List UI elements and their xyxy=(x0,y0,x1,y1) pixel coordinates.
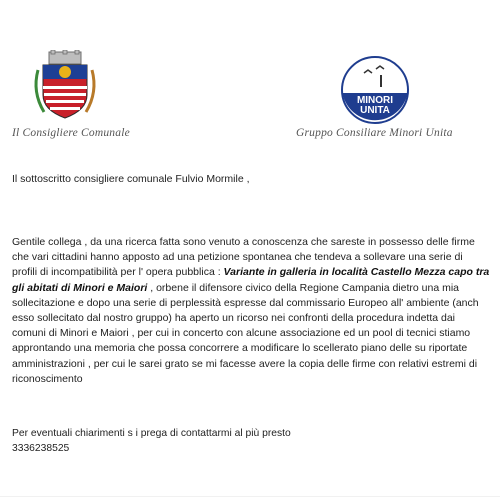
bottom-divider xyxy=(0,496,500,497)
minori-unita-logo xyxy=(340,55,410,125)
project-title: Variante in galleria in località Castello Mezza capo tra gli abitati di Minori e Maiori xyxy=(12,266,490,294)
municipal-crest-logo xyxy=(30,50,100,120)
body-text-part-1: Gentile collega , da una ricerca fatta sono venuto a conoscenza che sareste in possesso delle firme che vari cittadini hanno apposto ad una petizione spontanea che tendeva a sollevare una serie di profili di incompatibilità per l' opera pubblica : xyxy=(12,236,475,279)
right-signature-caption: Gruppo Consiliare Minori Unita xyxy=(296,127,453,139)
body-text-part-2: , orbene il difensore civico della Regione Campania dietro una mia sollecitazione e dopo una serie di perplessità espresse dal commissario Europeo all' ambiente (anch esso sollecitato dal nostro gruppo) ha aperto un ricorso nei confronti della procedura indetta dai comuni di Minori e Maiori , per cui in concerto con alcune associazione ed un pool di tecnici stiamo approntando una memoria che possa concorrere a modificare lo scellerato piano delle su riportate amministrazioni , per cui le sarei grato se mi facesse avere la copia delle firme con relativi estremi di riconoscimento xyxy=(12,281,479,385)
phone-number: 3336238525 xyxy=(12,443,70,454)
closing-line: Per eventuali chiarimenti s i prega di contattarmi al più presto xyxy=(12,428,291,439)
logo-text-unita: UNITA xyxy=(360,105,390,116)
left-signature-caption: Il Consigliere Comunale xyxy=(12,127,130,139)
letter-body-paragraph xyxy=(12,235,490,387)
letter-intro: Il sottoscritto consigliere comunale Fulvio Mormile , xyxy=(12,173,250,185)
logo-text-minori: MINORI xyxy=(356,95,394,106)
